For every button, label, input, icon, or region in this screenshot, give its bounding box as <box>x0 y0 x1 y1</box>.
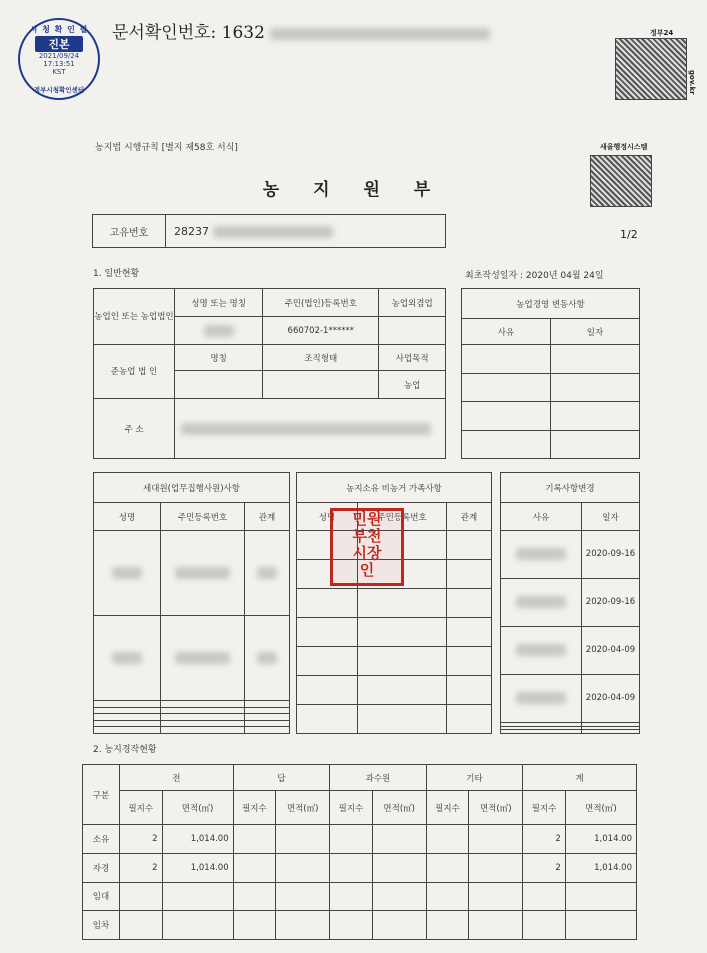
doc-no-label: 문서확인번호: <box>112 23 217 43</box>
change-col-date: 일자 <box>550 319 639 345</box>
col-corp-type: 조직형태 <box>263 345 379 371</box>
verification-seal <box>18 18 100 100</box>
record-date-2: 2020-09-16 <box>582 578 640 626</box>
section1-heading: 1. 일반현황 <box>93 269 140 279</box>
col-regno: 주민(법인)등록번호 <box>263 289 379 317</box>
address-value <box>175 399 446 459</box>
group-total: 계 <box>523 765 637 791</box>
corp-purpose: 농업 <box>379 371 446 399</box>
record-date-4: 2020-04-09 <box>582 674 640 722</box>
group-orchard: 과수원 <box>330 765 427 791</box>
form-rule: 농지법 시행규칙 [별지 제58호 서식] <box>95 143 238 153</box>
row-own: 소유 2 1,014.00 2 1,014.00 <box>83 825 637 854</box>
record-date-1: 2020-09-16 <box>582 531 640 579</box>
seal-top: 시 청 확 인 필 <box>29 25 89 34</box>
record-date-3: 2020-04-09 <box>582 626 640 674</box>
seal-bottom: 정부시청확인센터 <box>33 86 85 94</box>
absentee-col-regno: 주민등록번호 <box>358 503 447 531</box>
saeol-label: 새올행정시스템 <box>600 143 648 151</box>
document-number <box>112 18 490 43</box>
gov-kr-label: gov.kr <box>688 70 696 95</box>
farmer-name <box>175 317 263 345</box>
unique-number-box <box>92 214 446 248</box>
household-col-relation: 관계 <box>245 503 290 531</box>
group-other: 기타 <box>426 765 523 791</box>
household-col-name: 성명 <box>94 503 161 531</box>
change-col-reason: 사유 <box>462 319 551 345</box>
division-label: 구분 <box>83 765 120 825</box>
farmer-label: 농업인 또는 농업법인 <box>94 289 175 345</box>
col-corp-name: 명칭 <box>175 345 263 371</box>
group-paddy: 답 <box>233 765 330 791</box>
farmer-regno: 660702-1****** <box>263 317 379 345</box>
qr-code <box>615 38 687 100</box>
record-col-reason: 사유 <box>501 503 582 531</box>
col-side-job: 농업외겸업 <box>379 289 446 317</box>
col-corp-purpose: 사업목적 <box>379 345 446 371</box>
page-number: 1/2 <box>620 228 638 241</box>
address-label: 주 소 <box>94 399 175 459</box>
unique-label: 고유번호 <box>93 215 166 248</box>
doc-no-value: 1632 <box>221 23 265 43</box>
seal-main: 진본 <box>35 36 83 52</box>
record-col-date: 일자 <box>582 503 640 531</box>
created-date: 최초작성일자 : 2020년 04월 24일 <box>465 271 604 281</box>
row-lease-out: 임대 <box>83 882 637 911</box>
absentee-col-name: 성명 <box>297 503 358 531</box>
corp-label: 준농업 법 인 <box>94 345 175 399</box>
official-stamp: 민원 부천 시장 인 <box>330 508 404 586</box>
absentee-title: 농지소유 비농거 가족사항 <box>297 473 492 503</box>
record-change-table <box>500 472 640 734</box>
farmer-side-job <box>379 317 446 345</box>
absentee-col-relation: 관계 <box>447 503 492 531</box>
record-change-title: 기록사항변경 <box>501 473 640 503</box>
household-col-regno: 주민등록번호 <box>161 503 245 531</box>
gov24-label: 정부24 <box>650 29 674 37</box>
cultivation-table: 구분 전 답 과수원 기타 계 필지수 면적(㎡) 필지수 면적(㎡) 필지수 면적(㎡) 필지수 면적(㎡) 필지수 면적(㎡) 소유 2 1,014.00 2 1,014.00 자경 2 1,014.00 2 1,014.00 임대 임차 <box>82 764 637 940</box>
row-self-farm: 자경 2 1,014.00 2 1,014.00 <box>83 853 637 882</box>
group-field: 전 <box>120 765 234 791</box>
section2-heading: 2. 농지경작현황 <box>93 745 157 755</box>
change-table <box>461 288 640 459</box>
redacted-doc-no <box>270 28 490 40</box>
page-title: 농 지 원 부 <box>262 180 445 200</box>
change-title: 농업경영 변동사항 <box>462 289 640 319</box>
row-lease-in: 임차 <box>83 911 637 940</box>
seal-datetime: 2021/09/24 17:13:51 KST <box>38 52 80 76</box>
household-title: 세대원(업무집행사원)사항 <box>94 473 290 503</box>
general-table <box>93 288 446 459</box>
col-name: 성명 또는 명칭 <box>175 289 263 317</box>
household-table <box>93 472 290 734</box>
unique-value: 28237 <box>166 215 446 248</box>
